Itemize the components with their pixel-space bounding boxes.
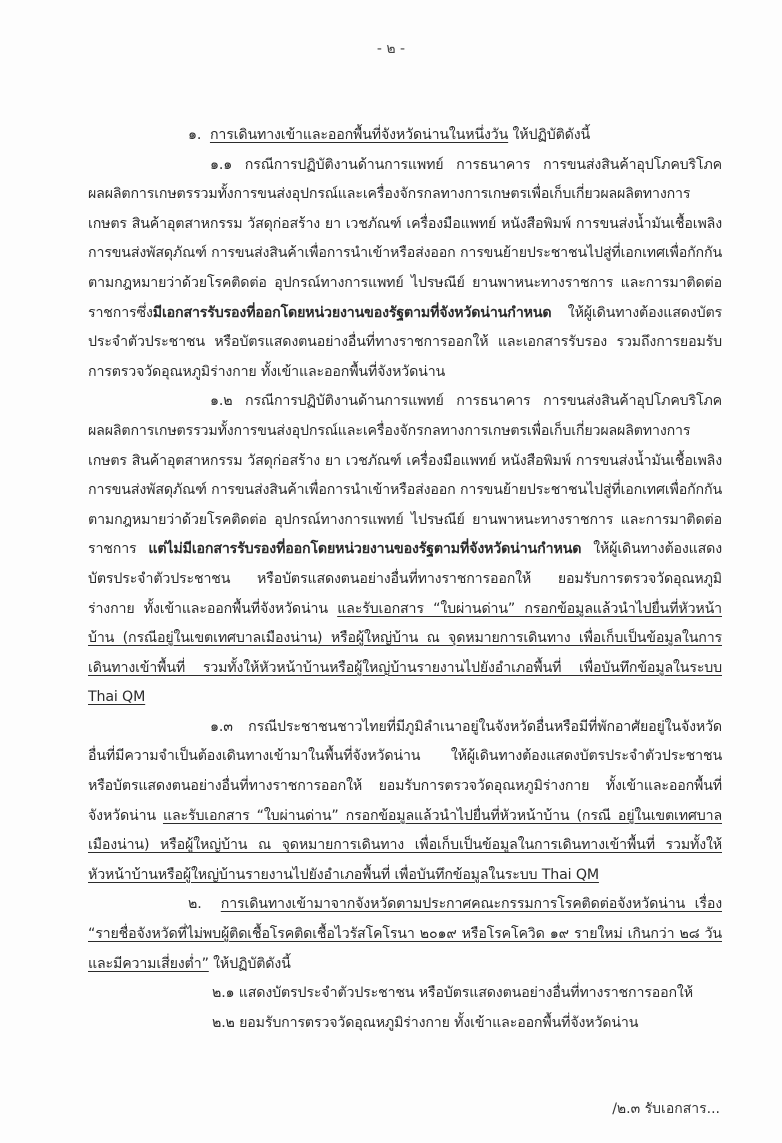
continuation-note: /๒.๓ รับเอกสาร... bbox=[612, 1101, 720, 1117]
item-1-3-number: ๑.๓ bbox=[210, 718, 233, 735]
section-2-title: การเดินทางเข้ามาจากจังหวัดตามประกาศคณะกรรมการโรคติดต่อจังหวัดน่าน เรื่อง “รายชื่อจังหวัดที่ไม่พบผู้ติดเชื้อโรคติดเชื้อไวรัสโคโรนา ๒๐๑๙ หรือโรคโควิด ๑๙ รายใหม่ เกินกว่า ๒๘ วัน และมีความเสี่ยงต่ำ” bbox=[88, 896, 722, 972]
item-2-2-text: ยอมรับการตรวจวัดอุณหภูมิร่างกาย ทั้งเข้าและออกพื้นที่จังหวัดน่าน bbox=[234, 1014, 639, 1031]
item-1-3-text: กรณีประชาชนชาวไทยที่มีภูมิลำเนาอยู่ในจังหวัดอื่นหรือมีที่พักอาศัยอยู่ในจังหวัดอื่นที่มีความจำเป็นต้องเดินทางเข้ามาในพื้นที่จังหวัดน่าน ให้ผู้เดินทางต้องแสดงบัตรประจำตัวประชาชน หรือบัตรแสดงตนอย่างอื่นที่ทางราชการออกให้ ยอมรับการตรวจวัดอุณหภูมิร่างกาย ทั้งเข้าและออกพื้นที่จังหวัดน่าน bbox=[88, 718, 722, 824]
item-2-1-text: แสดงบัตรประจำตัวประชาชน หรือบัตรแสดงตนอย่างอื่นที่ทางราชการออกให้ bbox=[234, 985, 693, 1002]
item-1-1-number: ๑.๑ bbox=[210, 156, 233, 173]
item-1-2-number: ๑.๒ bbox=[210, 393, 233, 410]
item-1-1-text-cont: ให้ผู้เดินทางต้องแสดงบัตรประจำตัวประชาชน หรือบัตรแสดงตนอย่างอื่นที่ทางราชการออกให้ และเอกสารรับรอง รวมถึงการยอมรับการตรวจวัดอุณหภูมิร่างกาย ทั้งเข้าและออกพื้นที่จังหวัดน่าน bbox=[88, 304, 722, 380]
item-1-2-text: กรณีการปฏิบัติงานด้านการแพทย์ การธนาคาร การขนส่งสินค้าอุปโภคบริโภค ผลผลิตการเกษตรรวมทั้งการขนส่งอุปกรณ์และเครื่องจักรกลทางการเกษตรเพื่อเก็บเกี่ยวผลผลิตทางการเกษตร สินค้าอุตสาหกรรม วัสดุก่อสร้าง ยา เวชภัณฑ์ เครื่องมือแพทย์ หนังสือพิมพ์ การขนส่งน้ำมันเชื้อเพลิง การขนส่งพัสดุภัณฑ์ การขนส่งสินค้าเพื่อการนำเข้าหรือส่งออก การขนย้ายประชาชนไปสู่ที่เอกเทศเพื่อกักกันตามกฎหมายว่าด้วยโรคติดต่อ อุปกรณ์ทางการแพทย์ ไปรษณีย์ ยานพาหนะทางราชการ และการมาติดต่อราชการ bbox=[88, 393, 722, 558]
item-1-2 bbox=[88, 387, 722, 713]
item-1-3 bbox=[88, 713, 722, 891]
section-1-heading bbox=[88, 121, 722, 151]
section-2-heading bbox=[88, 890, 722, 979]
item-2-1-number: ๒.๑ bbox=[212, 985, 235, 1002]
item-1-2-bold-condition: แต่ไม่มีเอกสารรับรองที่ออกโดยหน่วยงานของรัฐตามที่จังหวัดน่านกำหนด bbox=[148, 541, 582, 558]
section-1-title-suffix: ให้ปฏิบัติดังนี้ bbox=[508, 127, 591, 143]
item-2-2 bbox=[88, 1009, 722, 1039]
section-2-title-suffix: ให้ปฏิบัติดังนี้ bbox=[208, 955, 291, 972]
item-1-3-underlined-instruction: และรับเอกสาร “ใบผ่านด่าน” กรอกข้อมูลแล้วนำไปยื่นที่หัวหน้าบ้าน (กรณี อยู่ในเขตเทศบาลเมืองน่าน) หรือผู้ใหญ่บ้าน ณ จุดหมายการเดินทาง เพื่อเก็บเป็นข้อมูลในการเดินทางเข้าพื้นที่ รวมทั้งให้หัวหน้าบ้านหรือผู้ใหญ่บ้านรายงานไปยังอำเภอพื้นที่ เพื่อบันทึกข้อมูลในระบบ Thai QM bbox=[88, 807, 722, 883]
item-1-2-underlined-instruction: และรับเอกสาร “ใบผ่านด่าน” กรอกข้อมูลแล้วนำไปยื่นที่หัวหน้าบ้าน (กรณีอยู่ในเขตเทศบาลเมืองน่าน) หรือผู้ใหญ่บ้าน ณ จุดหมายการเดินทาง เพื่อเก็บเป็นข้อมูลในการเดินทางเข้าพื้นที่ รวมทั้งให้หัวหน้าบ้านหรือผู้ใหญ่บ้านรายงานไปยังอำเภอพื้นที่ เพื่อบันทึกข้อมูลในระบบ Thai QM bbox=[88, 600, 722, 706]
item-2-2-number: ๒.๒ bbox=[212, 1014, 235, 1031]
section-2-number: ๒. bbox=[188, 896, 202, 913]
section-1-title: การเดินทางเข้าและออกพื้นที่จังหวัดน่านในหนึ่งวัน bbox=[209, 127, 509, 143]
item-1-2-text-cont: ให้ผู้เดินทางต้องแสดงบัตรประจำตัวประชาชน หรือบัตรแสดงตนอย่างอื่นที่ทางราชการออกให้ ยอมรับการตรวจวัดอุณหภูมิร่างกาย ทั้งเข้าและออกพื้นที่จังหวัดน่าน bbox=[88, 541, 723, 617]
document-body bbox=[88, 121, 722, 1038]
section-1-number: ๑. bbox=[188, 127, 202, 143]
page-number: - ๒ - bbox=[376, 41, 406, 57]
item-1-1-bold-condition: มีเอกสารรับรองที่ออกโดยหน่วยงานของรัฐตามที่จังหวัดน่านกำหนด bbox=[152, 304, 552, 321]
item-2-1 bbox=[88, 979, 722, 1009]
item-1-1 bbox=[88, 151, 722, 388]
item-1-1-text: กรณีการปฏิบัติงานด้านการแพทย์ การธนาคาร การขนส่งสินค้าอุปโภคบริโภค ผลผลิตการเกษตรรวมทั้งการขนส่งอุปกรณ์และเครื่องจักรกลทางการเกษตรเพื่อเก็บเกี่ยวผลผลิตทางการเกษตร สินค้าอุตสาหกรรม วัสดุก่อสร้าง ยา เวชภัณฑ์ เครื่องมือแพทย์ หนังสือพิมพ์ การขนส่งน้ำมันเชื้อเพลิง การขนส่งพัสดุภัณฑ์ การขนส่งสินค้าเพื่อการนำเข้าหรือส่งออก การขนย้ายประชาชนไปสู่ที่เอกเทศเพื่อกักกันตามกฎหมายว่าด้วยโรคติดต่อ อุปกรณ์ทางการแพทย์ ไปรษณีย์ ยานพาหนะทางราชการ และการมาติดต่อราชการซึ่ง bbox=[88, 156, 722, 321]
